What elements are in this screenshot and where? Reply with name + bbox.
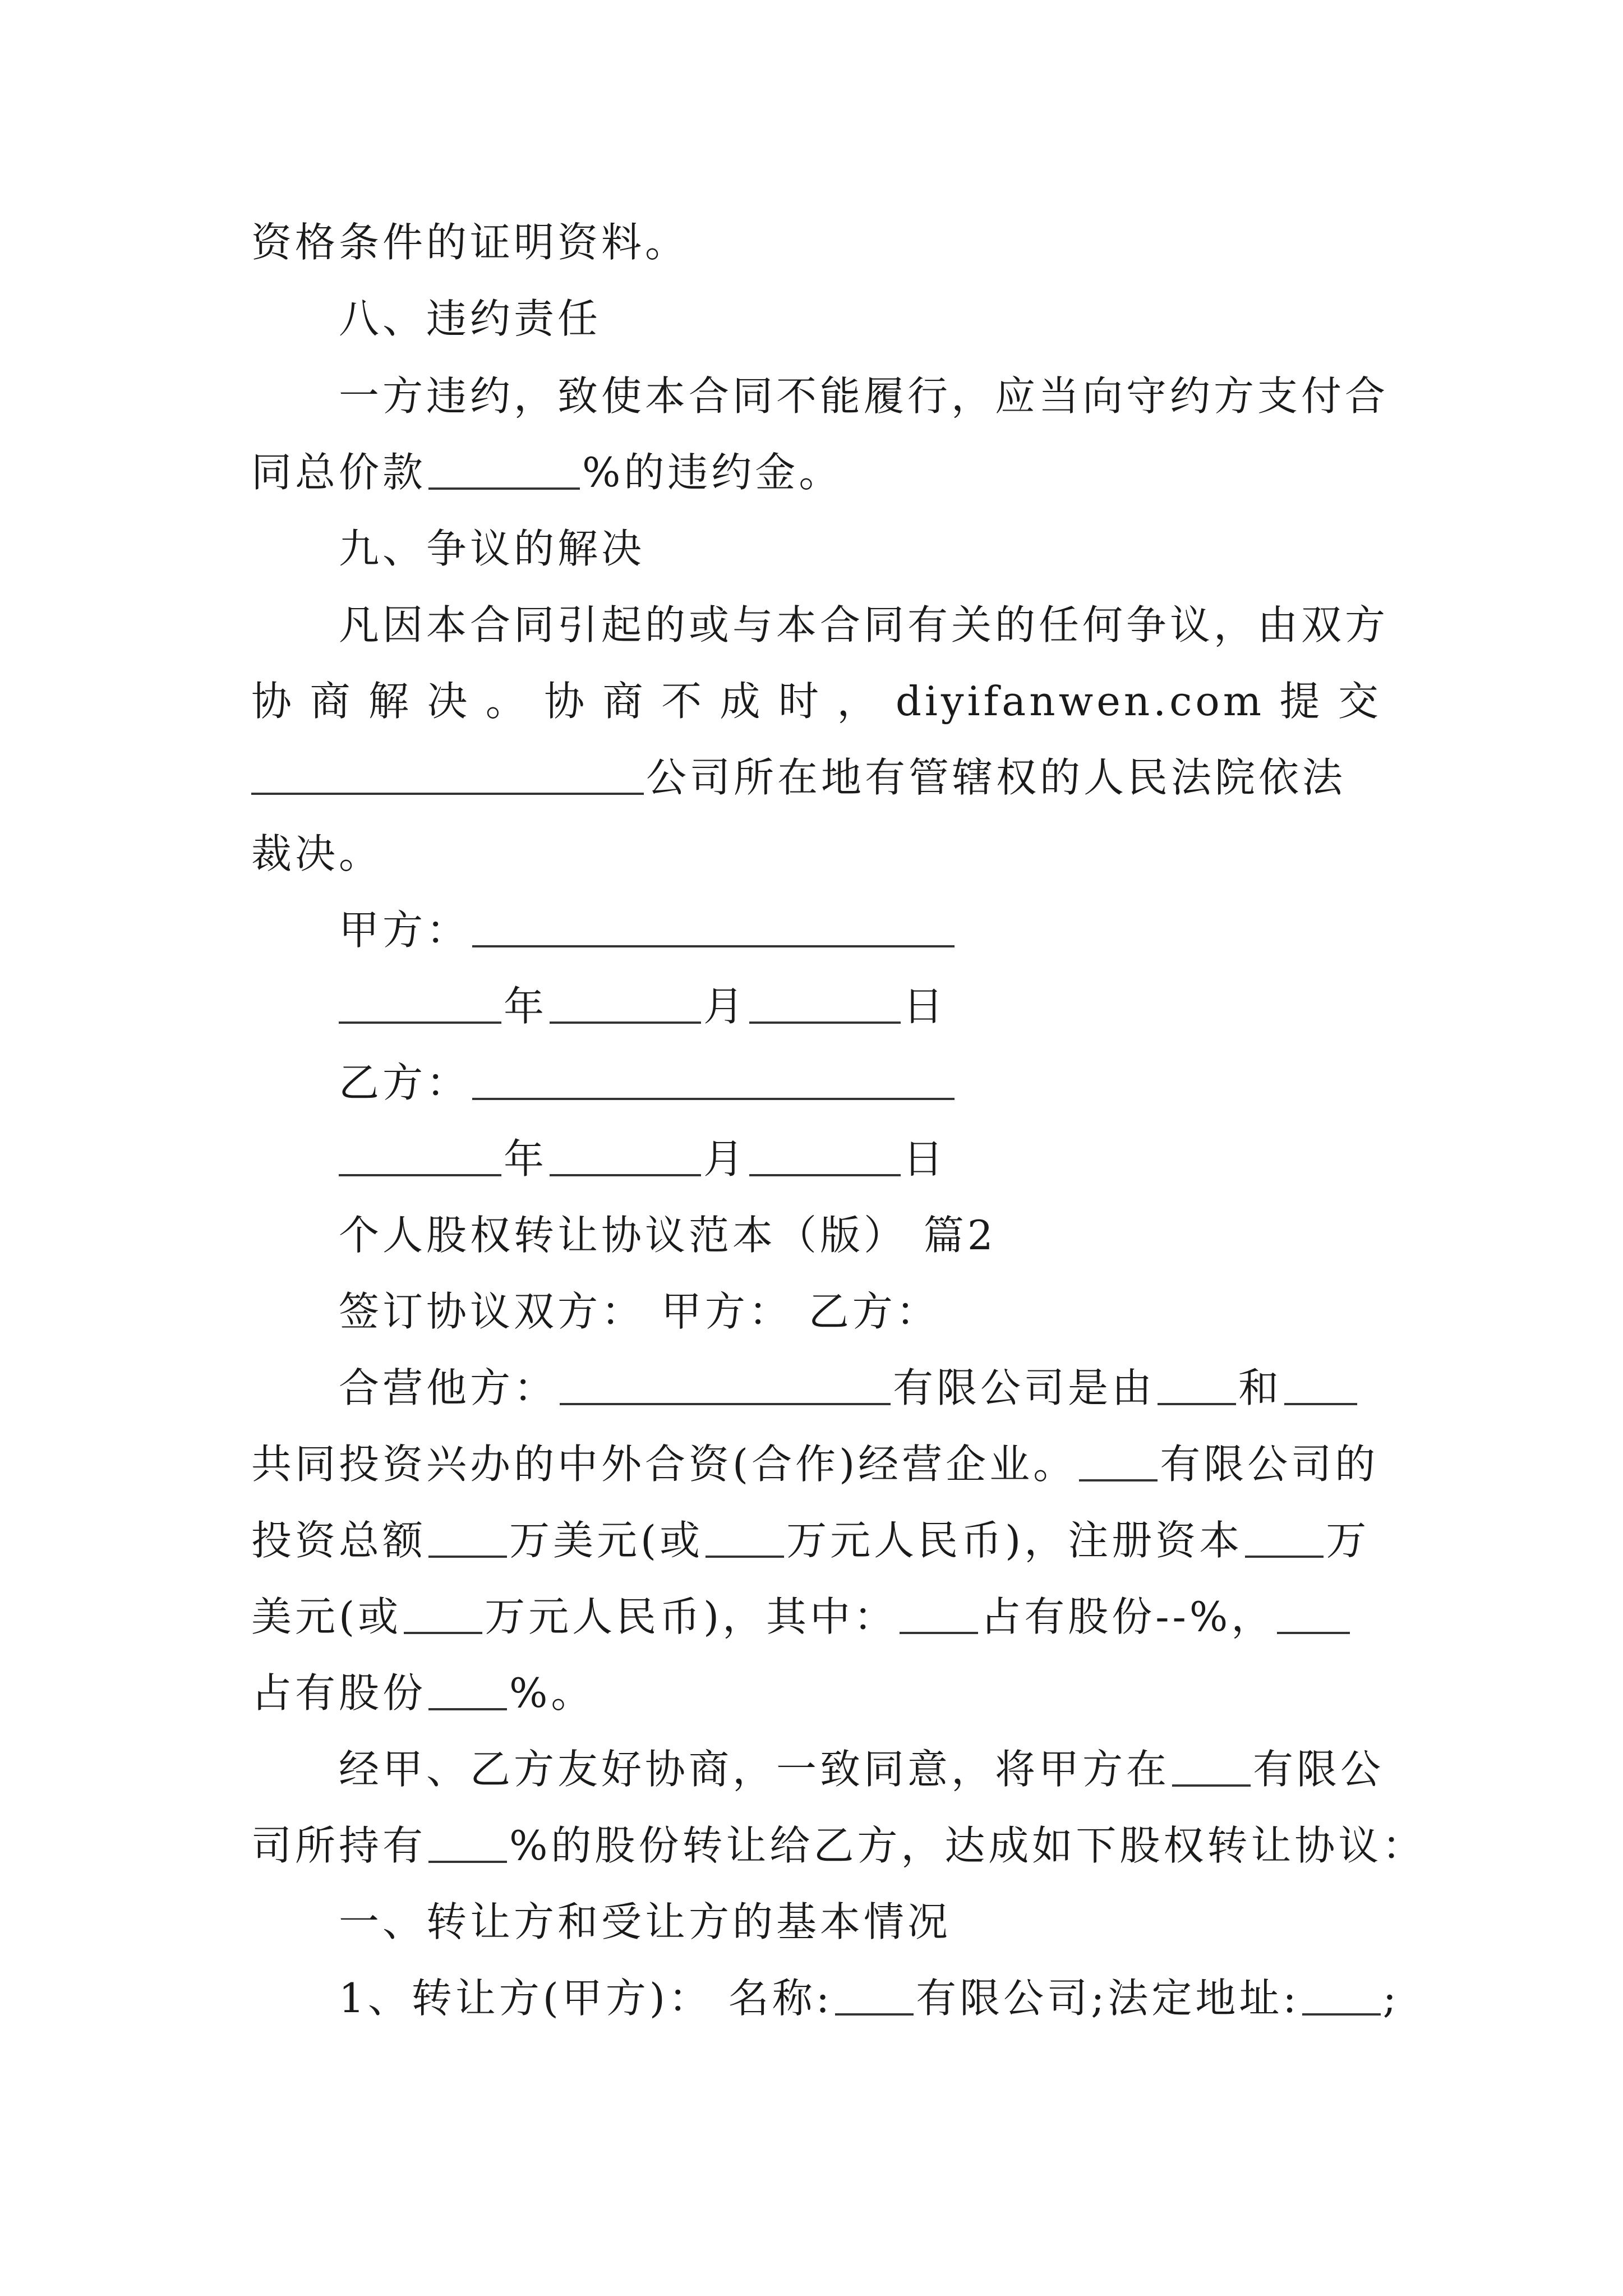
blank-line [1245,1522,1324,1558]
text-span: 同总价款 [251,449,427,496]
justified-text-line [251,668,1382,735]
text-span: 成 [720,678,764,725]
text-line [251,820,1382,887]
text-span: 凡因本合同引起的或与本合同有关的任何争议，由双方 [339,601,1389,648]
document-title [339,1202,1382,1269]
text-line [339,1964,1400,2032]
text-span: 协 [251,678,296,725]
text-span: 资格条件的证明资料。 [251,219,689,266]
text-span: 交 [1338,678,1382,725]
blank-line [404,1598,482,1634]
blank-line [1172,1751,1251,1787]
month-label: 月 [703,1135,748,1182]
blank-line [1302,1980,1381,2016]
blank-line [706,1522,784,1558]
text-span: 商 [310,678,354,725]
text-span: 共同投资兴办的中外合资(合作)经营企业。 [251,1441,1077,1488]
text-span: 万元人民币)，其中： [485,1593,898,1640]
blank-line [900,1598,978,1634]
text-span: 商 [602,678,647,725]
party-b-label: 乙方： [339,1059,471,1106]
text-span: 占有股份--%， [980,1593,1275,1640]
text-line [251,1812,1426,1879]
blank-line [339,988,501,1024]
text-span: 九、争议的解决 [339,525,645,572]
year-label: 年 [504,983,548,1030]
section-heading [339,285,1382,352]
text-span: 投资总额 [251,1517,427,1564]
text-line [339,362,1389,430]
month-label: 月 [703,983,748,1030]
text-span: 万元人民币)，注册资本 [786,1517,1243,1564]
text-span: 万美元(或 [509,1517,704,1564]
blank-line [339,1140,501,1176]
text-span: 万 [1326,1517,1370,1564]
blank-line [550,988,701,1024]
text-span: ， [837,678,881,725]
day-label: 日 [903,983,947,1030]
blank-line [428,1827,507,1863]
text-line [251,439,1382,506]
text-span: %的股份转让给乙方，达成如下股权转让协议： [509,1822,1426,1869]
text-line [251,744,1382,811]
text-span: 一方违约，致使本合同不能履行，应当向守约方支付合 [339,372,1389,420]
text-span: 个人股权转让协议范本（版） 篇2 [339,1212,997,1259]
text-span: 签订协议双方： 甲方： 乙方： [339,1288,940,1335]
blank-line [428,1674,507,1710]
year-label: 年 [504,1135,548,1182]
text-span: 一、转让方和受让方的基本情况 [339,1898,952,1945]
blank-line [749,988,901,1024]
text-span: 有限公 [1253,1746,1385,1793]
text-span: 司所持有 [251,1822,427,1869]
text-line [339,1354,1382,1421]
text-span: 占有股份 [251,1669,427,1717]
text-span: 经甲、乙方友好协商，一致同意，将甲方在 [339,1746,1170,1793]
blank-line [550,1140,701,1176]
text-span: 时 [778,678,822,725]
day-label: 日 [903,1135,947,1182]
blank-line [749,1140,901,1176]
text-span: 1、转让方(甲方)： 名称: [339,1975,833,2022]
text-span: ; [1382,1975,1400,2022]
text-span: 协 [544,678,588,725]
text-line [339,591,1389,659]
blank-line [1079,1446,1158,1481]
party-b-date-line [339,1125,1382,1193]
text-line [251,1507,1382,1574]
text-line [339,1278,1382,1345]
text-span: 裁决。 [251,830,383,877]
blank-line [1284,1369,1357,1405]
text-span: 和 [1238,1364,1283,1411]
blank-line [428,454,580,490]
party-a-signature-line [339,896,1382,964]
text-line [339,1736,1385,1803]
text-span: 解 [368,678,412,725]
blank-line [560,1369,891,1405]
text-span: 。 [485,678,529,725]
text-span: 提 [1279,678,1324,725]
text-span: 合营他方： [339,1364,558,1411]
section-heading [339,515,1382,582]
text-span: 美元(或 [251,1593,402,1640]
text-line [251,1583,1382,1650]
section-heading [339,1888,1382,1955]
website-text: diyifanwen.com [895,678,1265,725]
text-line [251,1659,1382,1727]
blank-line [428,1522,507,1558]
text-line [251,209,1382,276]
party-b-signature-line [339,1049,1382,1116]
blank-line [472,1064,955,1100]
text-span: 八、违约责任 [339,295,602,342]
blank-line [1158,1369,1236,1405]
blank-line [472,912,955,947]
text-span: 公司所在地有管辖权的人民法院依法 [646,754,1347,801]
text-span: 有限公司是由 [893,1364,1156,1411]
text-span: %。 [509,1669,595,1717]
text-span: 有限公司;法定地址: [916,1975,1300,2022]
text-line [251,1430,1382,1498]
party-a-date-line [339,973,1382,1040]
blank-line [1277,1598,1350,1634]
blank-line [835,1980,914,2016]
blank-line [251,759,644,795]
text-span: 有限公司的 [1160,1441,1379,1488]
party-a-label: 甲方： [339,907,471,954]
text-span: 决 [427,678,471,725]
text-span: %的违约金。 [582,449,843,496]
text-span: 不 [661,678,706,725]
